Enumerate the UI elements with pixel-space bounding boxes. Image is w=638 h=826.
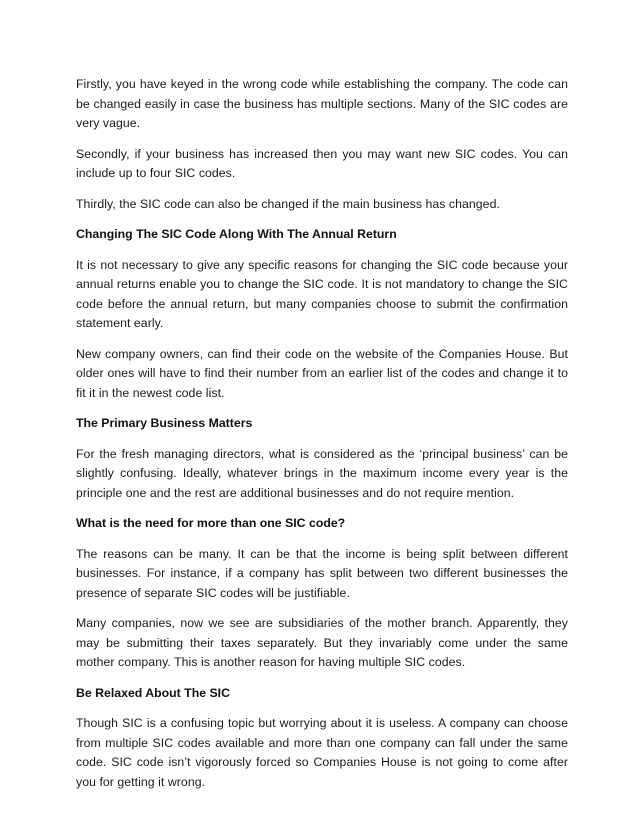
heading-changing-sic-code: Changing The SIC Code Along With The Annual Return bbox=[76, 227, 397, 241]
heading-need-multiple-codes: What is the need for more than one SIC code? bbox=[76, 516, 346, 530]
paragraph-reasons: The reasons can be many. It can be that the income is being split between different businesses. For instance, if a company has split between two different businesses the presence of separate SIC codes will be justifiable. bbox=[76, 546, 568, 600]
paragraph-secondly: Secondly, if your business has increased then you may want new SIC codes. You can include up to four SIC codes. bbox=[76, 146, 568, 180]
paragraph-thirdly: Thirdly, the SIC code can also be changed if the main business has changed. bbox=[76, 196, 500, 211]
paragraph-subsidiaries: Many companies, now we see are subsidiaries of the mother branch. Apparently, they may be submitting their taxes separately. But they invariably come under the same mother company. This is another reason for having multiple SIC codes. bbox=[76, 616, 568, 669]
paragraph-new-company-owners: New company owners, can find their code on the website of the Companies House. But older ones will have to find their number from an earlier list of the codes and change it to fit it in the newest code list. bbox=[76, 346, 568, 400]
paragraph-principal-business: For the fresh managing directors, what is considered as the ‘principal business’ can be slightly confusing. Ideally, whatever brings in the maximum income every year is the principle one and the rest are additional businesses and do not require mention. bbox=[76, 446, 568, 500]
heading-primary-business: The Primary Business Matters bbox=[76, 416, 253, 430]
paragraph-annual-return: It is not necessary to give any specific reasons for changing the SIC code because your annual returns enable you to change the SIC code. It is not mandatory to change the SIC code before the annual return, but many companies choose to submit the confirmation statement early. bbox=[76, 257, 568, 330]
paragraph-firstly: Firstly, you have keyed in the wrong code while establishing the company. The code can be changed easily in case the business has multiple sections. Many of the SIC codes are very vague. bbox=[76, 77, 568, 130]
document-page bbox=[76, 75, 568, 803]
paragraph-confusing-topic: Though SIC is a confusing topic but worrying about it is useless. A company can choose from multiple SIC codes available and more than one company can fall under the same code. SIC code isn’t vigorously forced so Companies House is not going to come after you for getting it wrong. bbox=[76, 716, 568, 789]
heading-be-relaxed: Be Relaxed About The SIC bbox=[76, 685, 230, 700]
